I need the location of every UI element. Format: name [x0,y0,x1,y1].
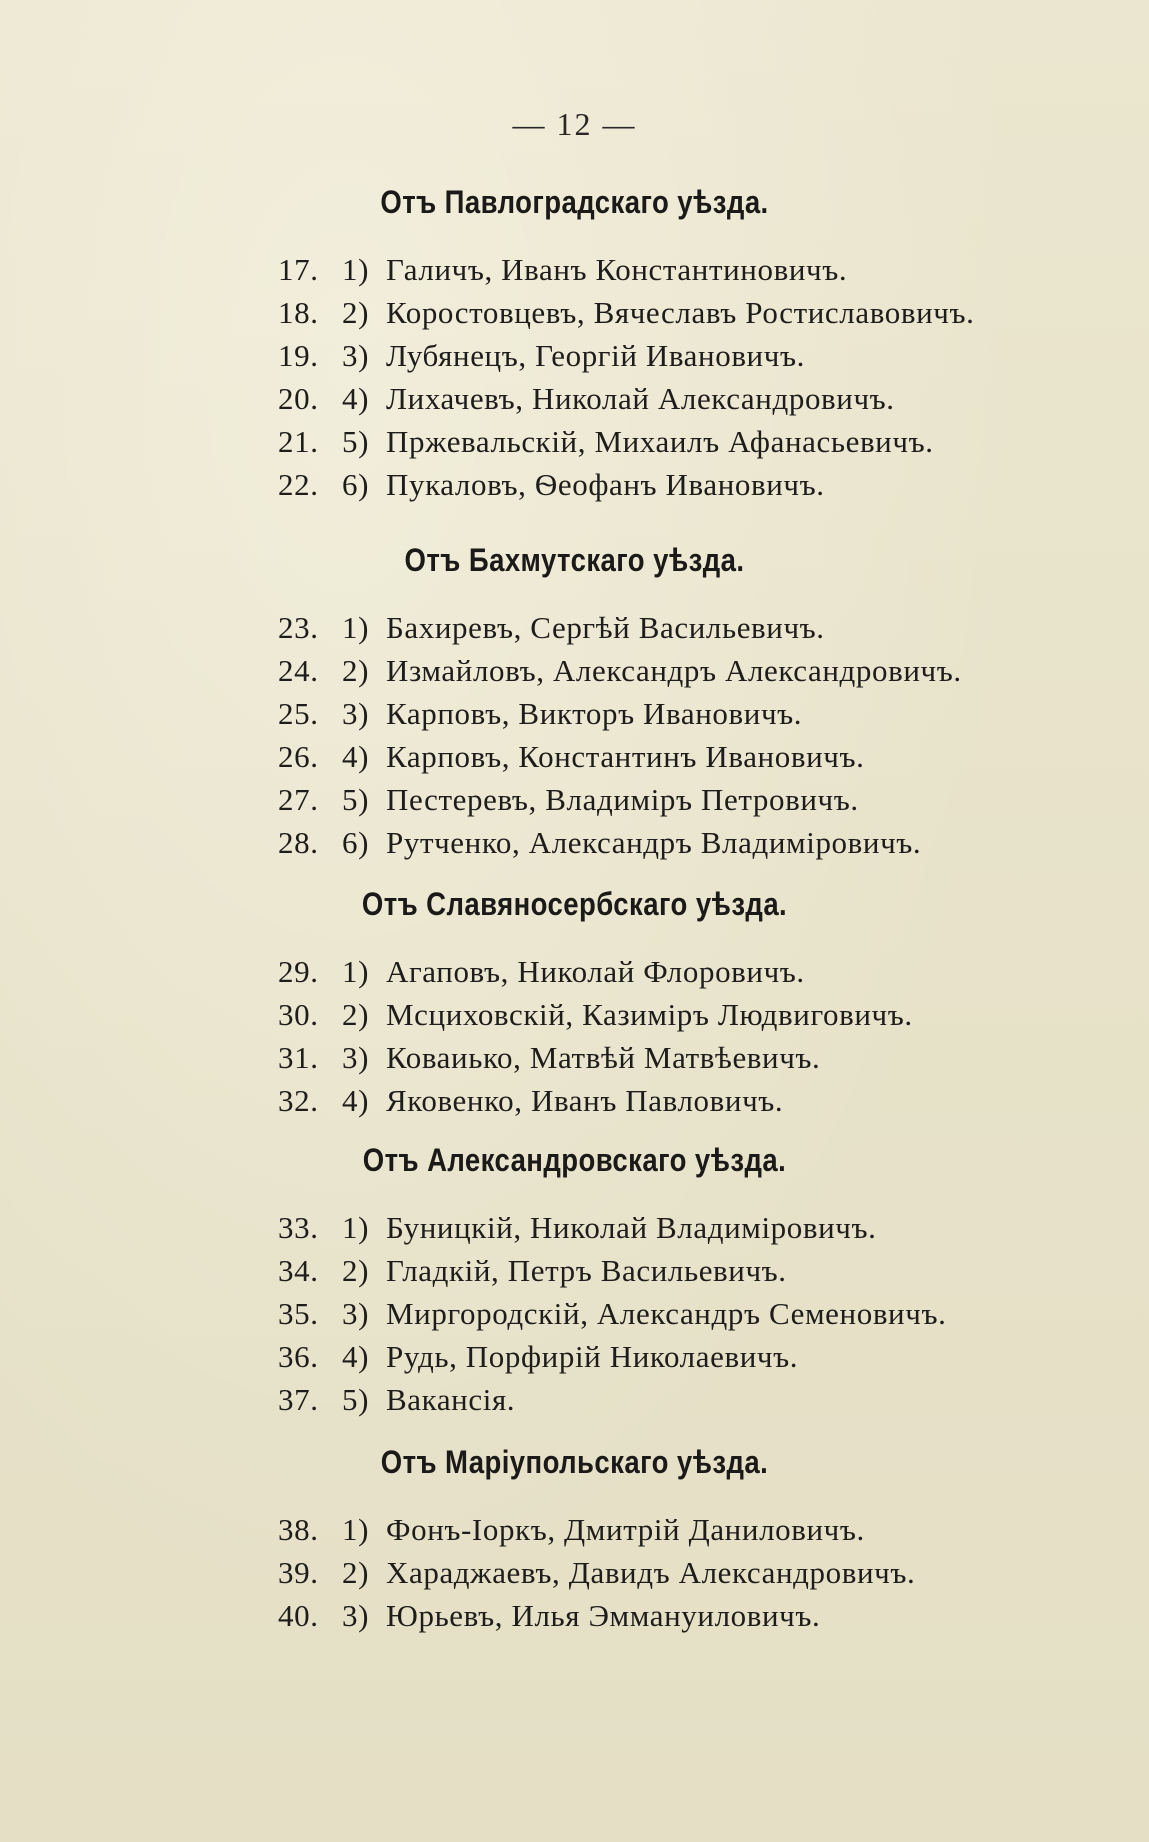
entry-name: Агаповъ, Николай Флоровичъ. [386,954,805,989]
entry-list [0,1508,1149,1637]
entry-name: Бахиревъ, Сергѣй Васильевичъ. [386,610,825,645]
entry-number: 25. [278,696,319,731]
list-item [0,377,1149,420]
entry-number: 17. [278,252,319,287]
list-item [0,1508,1149,1551]
entry-number: 27. [278,782,319,817]
entry-name: Буницкій, Николай Владиміровичъ. [386,1210,877,1245]
entry-list [0,1206,1149,1421]
section-mariupol [0,1438,1149,1637]
list-item [0,1079,1149,1122]
entry-index: 1) [342,252,370,287]
list-item [0,1249,1149,1292]
entry-number: 30. [278,997,319,1032]
list-item [0,735,1149,778]
entry-name: Коростовцевъ, Вячеславъ Ростиславовичъ. [386,295,975,330]
entry-name: Яковенко, Иванъ Павловичъ. [386,1083,784,1118]
entry-number: 40. [278,1598,319,1633]
list-item [0,420,1149,463]
section-aleksandrovsk [0,1136,1149,1421]
entry-index: 2) [342,295,370,330]
entry-number: 33. [278,1210,319,1245]
entry-index: 5) [342,424,370,459]
entry-list [0,248,1149,506]
entry-index: 1) [342,1512,370,1547]
entry-number: 23. [278,610,319,645]
entry-number: 37. [278,1382,319,1417]
entry-name: Вакансія. [386,1382,516,1417]
entry-name: Пестеревъ, Владиміръ Петровичъ. [386,782,859,817]
list-item [0,821,1149,864]
entry-index: 3) [342,696,370,731]
entry-number: 18. [278,295,319,330]
entry-name: Гладкій, Петръ Васильевичъ. [386,1253,787,1288]
list-item [0,1206,1149,1249]
entry-number: 32. [278,1083,319,1118]
entry-number: 22. [278,467,319,502]
entry-name: Измайловъ, Александръ Александровичъ. [386,653,962,688]
entry-index: 2) [342,653,370,688]
entry-index: 3) [342,1296,370,1331]
entry-name: Лубянецъ, Георгій Ивановичъ. [386,338,805,373]
entry-name: Карповъ, Викторъ Ивановичъ. [386,696,803,731]
list-item [0,248,1149,291]
entry-number: 19. [278,338,319,373]
section-heading: Отъ Александровскаго уѣзда. [362,1142,787,1178]
list-item [0,1378,1149,1421]
entry-name: Фонъ-Іоркъ, Дмитрій Даниловичъ. [386,1512,865,1547]
list-item [0,950,1149,993]
entry-index: 2) [342,1253,370,1288]
entry-index: 6) [342,825,370,860]
entry-number: 24. [278,653,319,688]
list-item [0,291,1149,334]
entry-list [0,606,1149,864]
entry-index: 1) [342,610,370,645]
entry-index: 4) [342,739,370,774]
entry-name: Галичъ, Иванъ Константиновичъ. [386,252,848,287]
entry-name: Лихачевъ, Николай Александровичъ. [386,381,895,416]
entry-number: 21. [278,424,319,459]
entry-index: 1) [342,1210,370,1245]
entry-index: 4) [342,381,370,416]
entry-number: 29. [278,954,319,989]
entry-name: Пржевальскій, Михаилъ Афанасьевичъ. [386,424,934,459]
entry-number: 35. [278,1296,319,1331]
section-heading: Отъ Славяносербскаго уѣзда. [361,886,788,922]
page-number: — 12 — [512,106,637,142]
section-heading: Отъ Павлоградскаго уѣзда. [380,184,769,220]
entry-index: 3) [342,338,370,373]
entry-index: 4) [342,1083,370,1118]
list-item [0,1551,1149,1594]
entry-name: Пукаловъ, Ѳеофанъ Ивановичъ. [386,467,825,502]
section-pavlograd [0,178,1149,506]
entry-list [0,950,1149,1122]
entry-number: 34. [278,1253,319,1288]
entry-index: 3) [342,1598,370,1633]
entry-index: 3) [342,1040,370,1075]
entry-name: Мсциховскій, Казиміръ Людвиговичъ. [386,997,913,1032]
entry-index: 2) [342,997,370,1032]
list-item [0,993,1149,1036]
entry-index: 6) [342,467,370,502]
entry-index: 5) [342,1382,370,1417]
entry-name: Рутченко, Александръ Владиміровичъ. [386,825,922,860]
entry-name: Рудь, Порфирій Николаевичъ. [386,1339,799,1374]
entry-name: Юрьевъ, Илья Эммануиловичъ. [386,1598,821,1633]
entry-number: 31. [278,1040,319,1075]
entry-index: 1) [342,954,370,989]
list-item [0,606,1149,649]
section-heading: Отъ Бахмутскаго уѣзда. [404,542,745,578]
entry-name: Миргородскій, Александръ Семеновичъ. [386,1296,947,1331]
entry-name: Коваиько, Матвѣй Матвѣевичъ. [386,1040,821,1075]
entry-name: Карповъ, Константинъ Ивановичъ. [386,739,865,774]
entry-number: 36. [278,1339,319,1374]
list-item [0,463,1149,506]
list-item [0,1335,1149,1378]
entry-number: 26. [278,739,319,774]
list-item [0,1292,1149,1335]
list-item [0,649,1149,692]
section-bakhmut [0,536,1149,864]
list-item [0,1594,1149,1637]
list-item [0,334,1149,377]
list-item [0,692,1149,735]
entry-number: 39. [278,1555,319,1590]
list-item [0,1036,1149,1079]
entry-index: 5) [342,782,370,817]
entry-number: 38. [278,1512,319,1547]
entry-index: 2) [342,1555,370,1590]
section-slavyanoserbsk [0,880,1149,1122]
entry-number: 28. [278,825,319,860]
list-item [0,778,1149,821]
entry-number: 20. [278,381,319,416]
entry-name: Хараджаевъ, Давидъ Александровичъ. [386,1555,916,1590]
entry-index: 4) [342,1339,370,1374]
section-heading: Отъ Маріупольскаго уѣзда. [380,1444,769,1480]
